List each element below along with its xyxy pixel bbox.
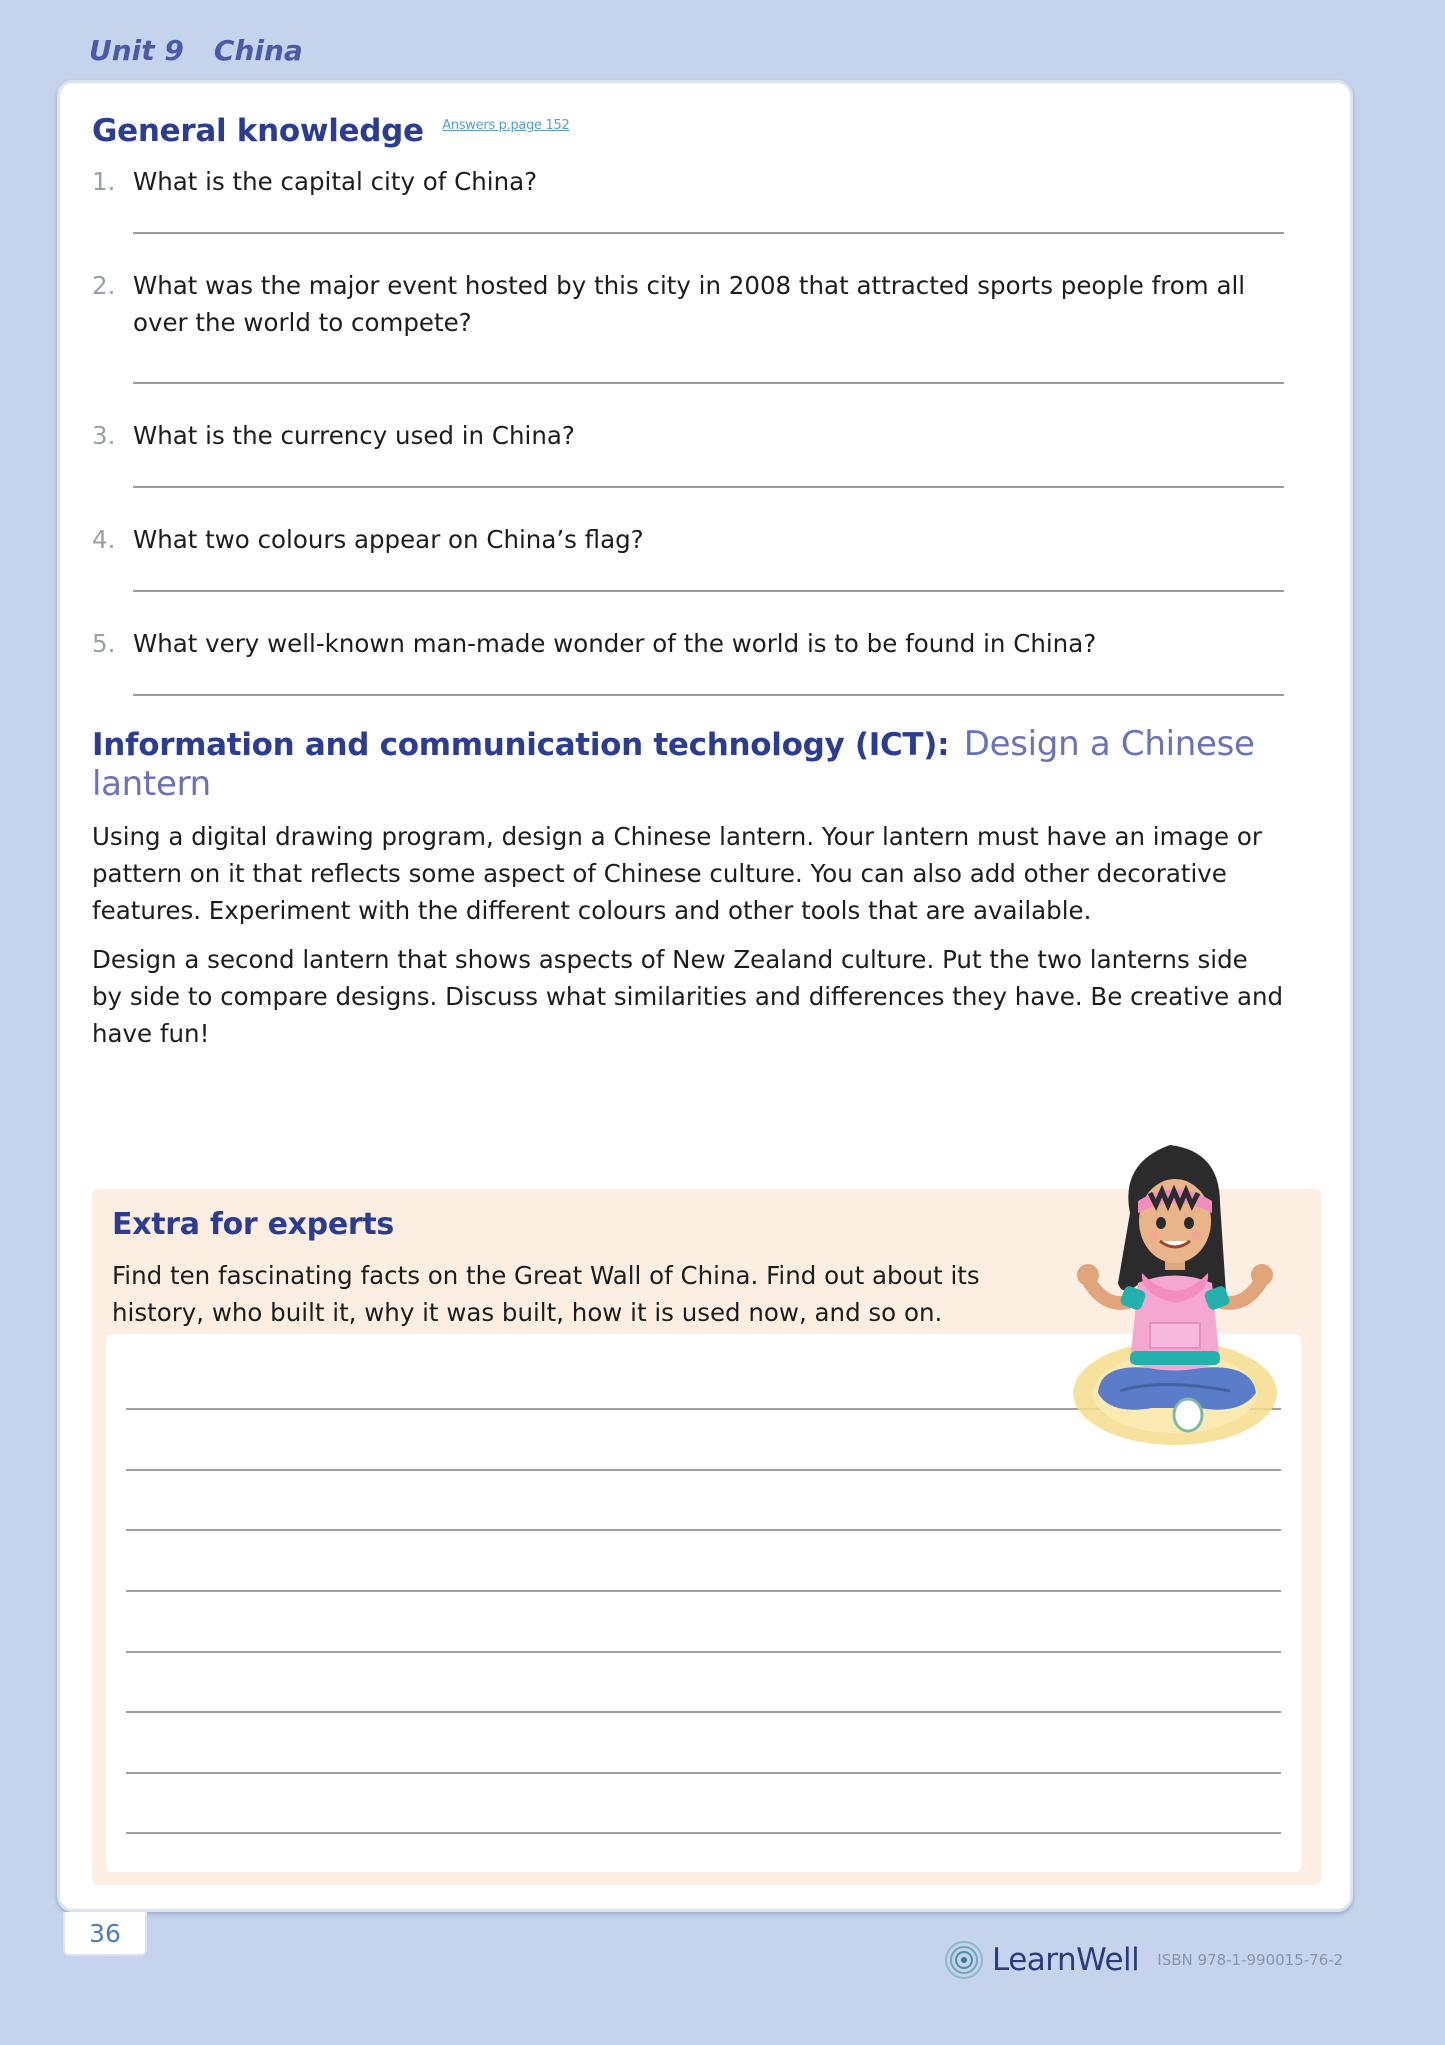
question-number: 5.: [92, 629, 116, 658]
answer-line-2[interactable]: [133, 382, 1284, 384]
ict-subtitle: Design a Chinese lantern: [92, 724, 1255, 804]
learnwell-logo: [944, 1940, 1343, 1980]
question-text: What is the capital city of China?: [133, 167, 538, 196]
question-number: 3.: [92, 421, 116, 450]
unit-topic: China: [213, 34, 303, 67]
question-4: [92, 521, 1284, 558]
worksheet-card: [57, 80, 1353, 1912]
question-text: What very well-known man-made wonder of the world is to be found in China?: [133, 629, 1097, 658]
spiral-logo-icon: [944, 1940, 984, 1980]
worksheet-content: [92, 113, 1284, 1052]
extra-text: Find ten fascinating facts on the Great Wall of China. Find out about its history, who built it, why it was built, how it is used now, and so on.: [112, 1261, 980, 1327]
general-knowledge-title: General knowledge: [92, 113, 424, 149]
question-text: What two colours appear on China’s flag?: [133, 525, 644, 554]
extra-title: Extra for experts: [112, 1207, 394, 1242]
question-text: What is the currency used in China?: [133, 421, 575, 450]
writing-line[interactable]: [126, 1711, 1281, 1713]
question-text: What was the major event hosted by this city in 2008 that attracted sports people from all over the world to compete?: [133, 271, 1246, 337]
answer-line-1[interactable]: [133, 232, 1284, 234]
writing-line[interactable]: [126, 1772, 1281, 1774]
question-number: 4.: [92, 525, 116, 554]
writing-line[interactable]: [126, 1469, 1281, 1471]
answer-line-5[interactable]: [133, 694, 1284, 696]
isbn: ISBN 978-1-990015-76-2: [1157, 1951, 1344, 1969]
writing-line[interactable]: [126, 1832, 1281, 1834]
girl-illustration: [1060, 1123, 1290, 1463]
question-2: [92, 267, 1284, 341]
question-1: [92, 163, 1284, 200]
ict-paragraph-1: Using a digital drawing program, design a Chinese lantern. Your lantern must have an image or pattern on it that reflects some aspect of Chinese culture. You can also add other decorative features. Experiment with the different colours and other tools that are available.: [92, 822, 1262, 925]
unit-header: [89, 34, 303, 67]
ict-paragraph-2: Design a second lantern that shows aspects of New Zealand culture. Put the two lanterns side by side to compare designs. Discuss what similarities and differences they have. Be creative and have fun!: [92, 945, 1284, 1048]
writing-line[interactable]: [126, 1590, 1281, 1592]
ict-heading: [92, 724, 1284, 804]
answer-line-3[interactable]: [133, 486, 1284, 488]
answer-line-4[interactable]: [133, 590, 1284, 592]
question-5: [92, 625, 1284, 662]
writing-line[interactable]: [126, 1529, 1281, 1531]
question-number: 1.: [92, 167, 116, 196]
ict-title: Information and communication technology (ICT):: [92, 727, 950, 763]
brand-name: LearnWell: [992, 1942, 1140, 1978]
writing-line[interactable]: [126, 1651, 1281, 1653]
question-number: 2.: [92, 271, 116, 300]
general-knowledge-section: [92, 113, 1284, 149]
question-3: [92, 417, 1284, 454]
unit-label: Unit 9: [89, 34, 184, 67]
page-number: 36: [63, 1912, 147, 1956]
answers-link[interactable]: Answers p.page 152: [442, 118, 570, 133]
